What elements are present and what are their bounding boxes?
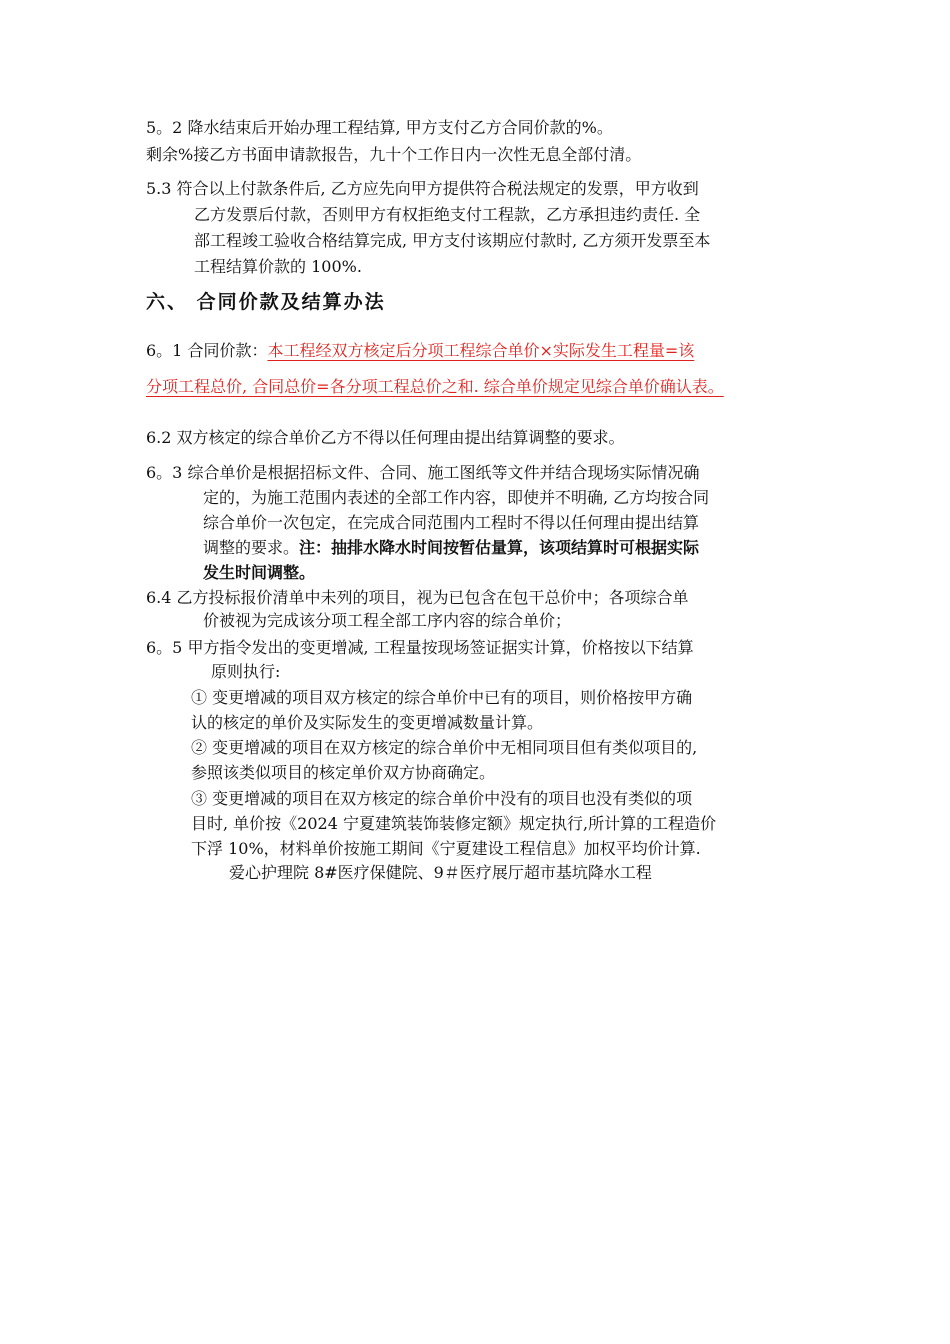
clause-6-5-line-2: 原则执行: bbox=[211, 662, 281, 681]
rule-item-2-line-2: 参照该类似项目的核定单价双方协商确定。 bbox=[191, 763, 496, 782]
section-6-heading: 六、 合同价款及结算办法 bbox=[146, 291, 386, 313]
clause-5-3-line-1: 5.3 符合以上付款条件后, 乙方应先向甲方提供符合税法规定的发票，甲方收到 bbox=[146, 179, 699, 198]
clause-5-3-line-4: 工程结算价款的 100%. bbox=[194, 257, 362, 276]
clause-6-1-highlight-2: 分项工程总价, 合同总价=各分项工程总价之和. 综合单价规定见综合单价确认表。 bbox=[146, 377, 724, 396]
rule-item-3-line-2: 目时, 单价按《2024 宁夏建筑装饰装修定额》规定执行,所计算的工程造价 bbox=[191, 814, 717, 833]
clause-6-3-line-4 bbox=[203, 537, 699, 559]
clause-6-3-note: 注：抽排水降水时间按暂估量算，该项结算时可根据实际 bbox=[299, 538, 700, 557]
clause-6-1-highlight-1: 本工程经双方核定后分项工程综合单价×实际发生工程量=该 bbox=[267, 341, 695, 360]
rule-item-1-line-2: 认的核定的单价及实际发生的变更增减数量计算。 bbox=[191, 713, 544, 732]
clause-5-2-line-2: 剩余%接乙方书面申请款报告，九十个工作日内一次性无息全部付清。 bbox=[146, 145, 642, 164]
clause-6-3-line-2: 定的，为施工范围内表述的全部工作内容，即使并不明确, 乙方均按合同 bbox=[203, 488, 710, 507]
clause-6-1-line-1 bbox=[146, 340, 694, 362]
rule-item-3-line-3: 下浮 10%，材料单价按施工期间《宁夏建设工程信息》加权平均价计算. bbox=[191, 839, 701, 858]
clause-5-3-line-2: 乙方发票后付款，否则甲方有权拒绝支付工程款，乙方承担违约责任. 全 bbox=[194, 205, 701, 224]
clause-6-4-line-1: 6.4 乙方投标报价清单中未列的项目，视为已包含在包干总价中；各项综合单 bbox=[146, 588, 689, 607]
clause-6-3-note-line-2: 发生时间调整。 bbox=[203, 563, 316, 582]
clause-6-3-line-3: 综合单价一次包定，在完成合同范围内工程时不得以任何理由提出结算 bbox=[203, 513, 700, 532]
rule-item-1-line-1: ① 变更增减的项目双方核定的综合单价中已有的项目，则价格按甲方确 bbox=[191, 688, 693, 707]
clause-6-3-line-1: 6。3 综合单价是根据招标文件、合同、施工图纸等文件并结合现场实际情况确 bbox=[146, 463, 700, 482]
clause-6-4-line-2: 价被视为完成该分项工程全部工序内容的综合单价； bbox=[203, 611, 572, 630]
rule-item-2-line-1: ② 变更增减的项目在双方核定的综合单价中无相同项目但有类似项目的, bbox=[191, 738, 698, 757]
clause-5-3-line-3: 部工程竣工验收合格结算完成, 甲方支付该期应付款时, 乙方须开发票至本 bbox=[194, 231, 711, 250]
clause-5-2-line-1: 5。2 降水结束后开始办理工程结算, 甲方支付乙方合同价款的%。 bbox=[146, 118, 613, 137]
clause-6-2: 6.2 双方核定的综合单价乙方不得以任何理由提出结算调整的要求。 bbox=[146, 428, 625, 447]
rule-item-3-line-1: ③ 变更增减的项目在双方核定的综合单价中没有的项目也没有类似的项 bbox=[191, 789, 693, 808]
clause-6-1-prefix: 6。1 合同价款： bbox=[146, 341, 268, 360]
project-name-footer: 爱心护理院 8#医疗保健院、9＃医疗展厅超市基坑降水工程 bbox=[229, 863, 652, 882]
clause-6-3-text: 调整的要求。 bbox=[203, 538, 300, 557]
clause-6-5-line-1: 6。5 甲方指令发出的变更增减, 工程量按现场签证据实计算，价格按以下结算 bbox=[146, 638, 694, 657]
